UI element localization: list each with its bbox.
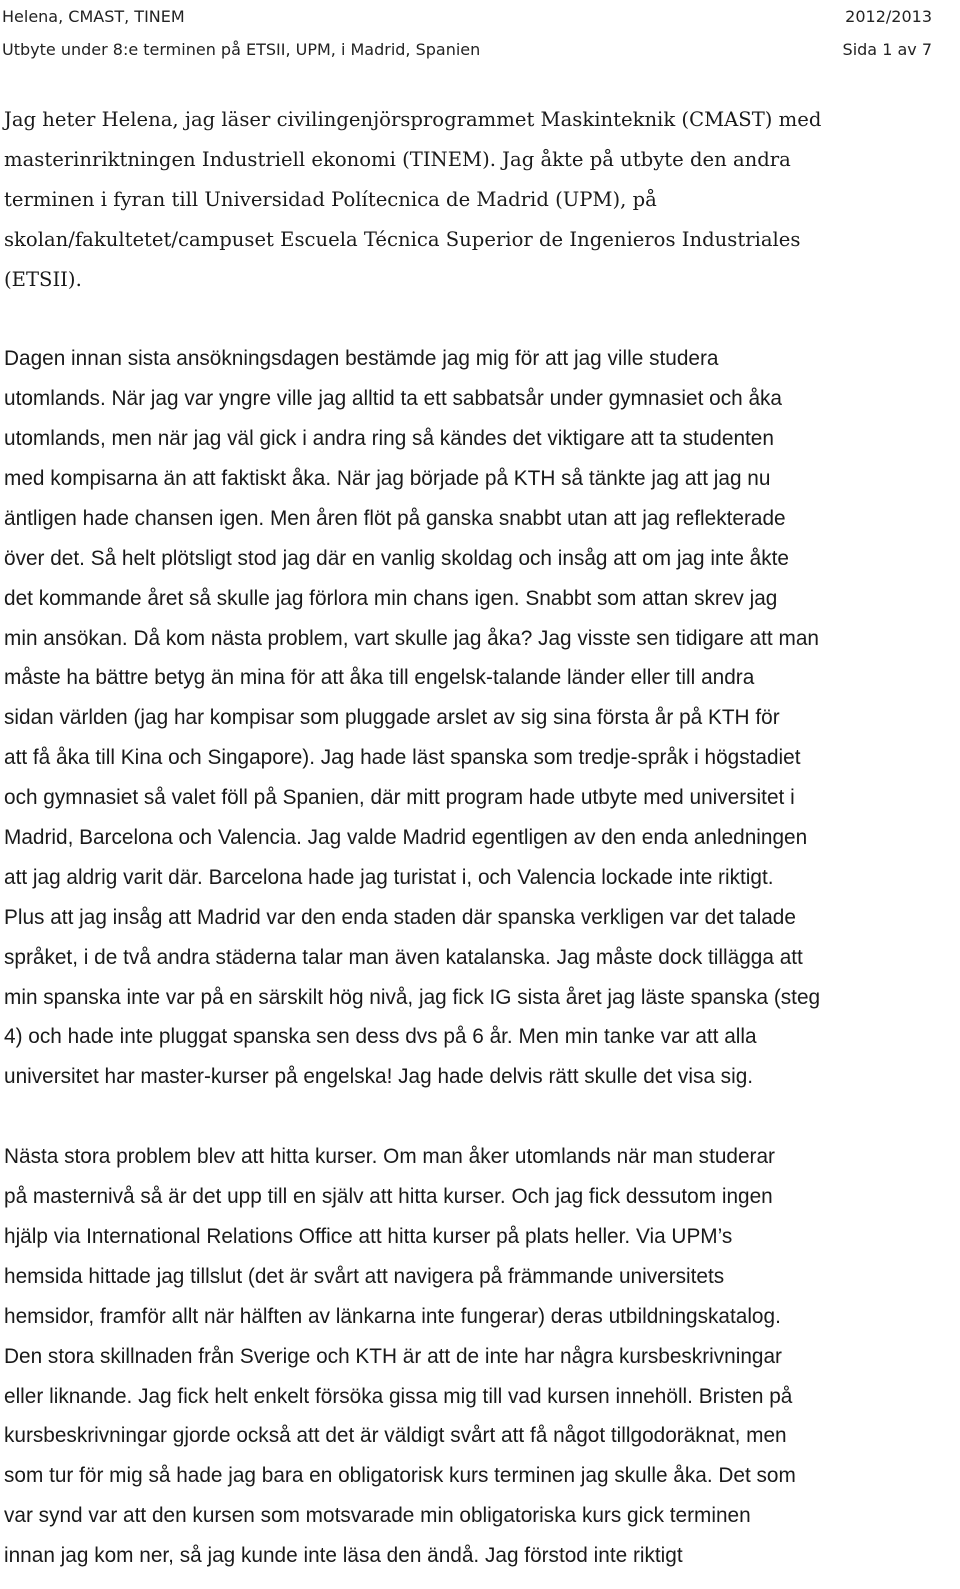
page-header [2,0,932,66]
text-line: kursbeskrivningar gjorde också att det är väldigt svårt att få något tillgodoräknat, men [4,1424,787,1448]
text-line: terminen i fyran till Universidad Polítecnica de Madrid (UPM), på [4,187,657,211]
header-page-number: Sida 1 av 7 [842,40,932,59]
text-line: universitet har master-kurser på engelska! Jag hade delvis rätt skulle det visa sig. [4,1065,754,1089]
paragraph-decision [4,339,944,1097]
text-line: min ansökan. Då kom nästa problem, vart skulle jag åka? Jag visste sen tidigare att man [4,626,819,650]
paragraph-intro [4,100,944,299]
text-line: med kompisarna än att faktiskt åka. När jag började på KTH så tänkte jag att jag nu [4,467,771,491]
text-line: som tur för mig så hade jag bara en obligatorisk kurs terminen jag skulle åka. Det som [4,1464,796,1488]
text-line: Den stora skillnaden från Sverige och KTH är att de inte har några kursbeskrivningar [4,1344,782,1368]
text-line: min spanska inte var på en särskilt hög nivå, jag fick IG sista året jag läste spanska (steg [4,985,821,1009]
text-line: äntligen hade chansen igen. Men åren flöt på ganska snabbt utan att jag reflekterade [4,506,786,530]
text-line: (ETSII). [4,267,82,291]
text-line: måste ha bättre betyg än mina för att åka till engelsk-talande länder eller till andra [4,666,755,690]
text-line: Madrid, Barcelona och Valencia. Jag valde Madrid egentligen av den enda anledningen [4,826,808,850]
header-year: 2012/2013 [845,7,932,26]
document-body [4,100,944,1576]
text-line: eller liknande. Jag fick helt enkelt försöka gissa mig till vad kursen innehöll. Bristen på [4,1384,793,1408]
text-line: hemsidor, framför allt när hälften av länkarna inte fungerar) deras utbildningskatalog. [4,1304,781,1328]
text-line: och gymnasiet så valet föll på Spanien, där mitt program hade utbyte med universitet i [4,786,795,810]
header-subtitle: Utbyte under 8:e terminen på ETSII, UPM, i Madrid, Spanien [2,40,481,59]
text-line: Nästa stora problem blev att hitta kurser. Om man åker utomlands när man studerar [4,1145,775,1169]
text-line: hjälp via International Relations Office att hitta kurser på plats heller. Via UPM’s [4,1224,733,1248]
header-author: Helena, CMAST, TINEM [2,7,185,26]
text-line: masterinriktningen Industriell ekonomi (TINEM). Jag åkte på utbyte den andra [4,147,791,171]
text-line: språket, i de två andra städerna talar man även katalanska. Jag måste dock tillägga att [4,945,803,969]
text-line: på masternivå så är det upp till en själv att hitta kurser. Och jag fick dessutom ingen [4,1185,773,1209]
text-line: innan jag kom ner, så jag kunde inte läsa den ändå. Jag förstod inte riktigt [4,1544,683,1568]
header-row-1 [2,0,932,33]
paragraph-courses [4,1137,944,1576]
text-line: det kommande året så skulle jag förlora min chans igen. Snabbt som attan skrev jag [4,586,778,610]
text-line: Plus att jag insåg att Madrid var den enda staden där spanska verkligen var det talade [4,905,796,929]
header-row-2 [2,33,932,66]
text-line: skolan/fakultetet/campuset Escuela Técnica Superior de Ingenieros Industriales [4,227,801,251]
paragraph-gap [4,299,944,339]
text-line: var synd var att den kursen som motsvarade min obligatoriska kurs gick terminen [4,1504,751,1528]
text-line: utomlands, men när jag väl gick i andra ring så kändes det viktigare att ta studenten [4,427,774,451]
text-line: 4) och hade inte pluggat spanska sen dess dvs på 6 år. Men min tanke var att alla [4,1025,757,1049]
text-line: över det. Så helt plötsligt stod jag där en vanlig skoldag och insåg att om jag inte åkte [4,546,789,570]
paragraph-gap [4,1097,944,1137]
text-line: sidan världen (jag har kompisar som pluggade arslet av sig sina första år på KTH för [4,706,780,730]
text-line: Jag heter Helena, jag läser civilingenjörsprogrammet Maskinteknik (CMAST) med [4,108,822,131]
text-line: hemsida hittade jag tillslut (det är svårt att navigera på främmande universitets [4,1264,725,1288]
text-line: Dagen innan sista ansökningsdagen bestämde jag mig för att jag ville studera [4,347,719,371]
text-line: att få åka till Kina och Singapore). Jag hade läst spanska som tredje-språk i högstadiet [4,746,801,770]
text-line: utomlands. När jag var yngre ville jag alltid ta ett sabbatsår under gymnasiet och åka [4,387,782,411]
text-line: att jag aldrig varit där. Barcelona hade jag turistat i, och Valencia lockade inte riktigt. [4,865,774,889]
